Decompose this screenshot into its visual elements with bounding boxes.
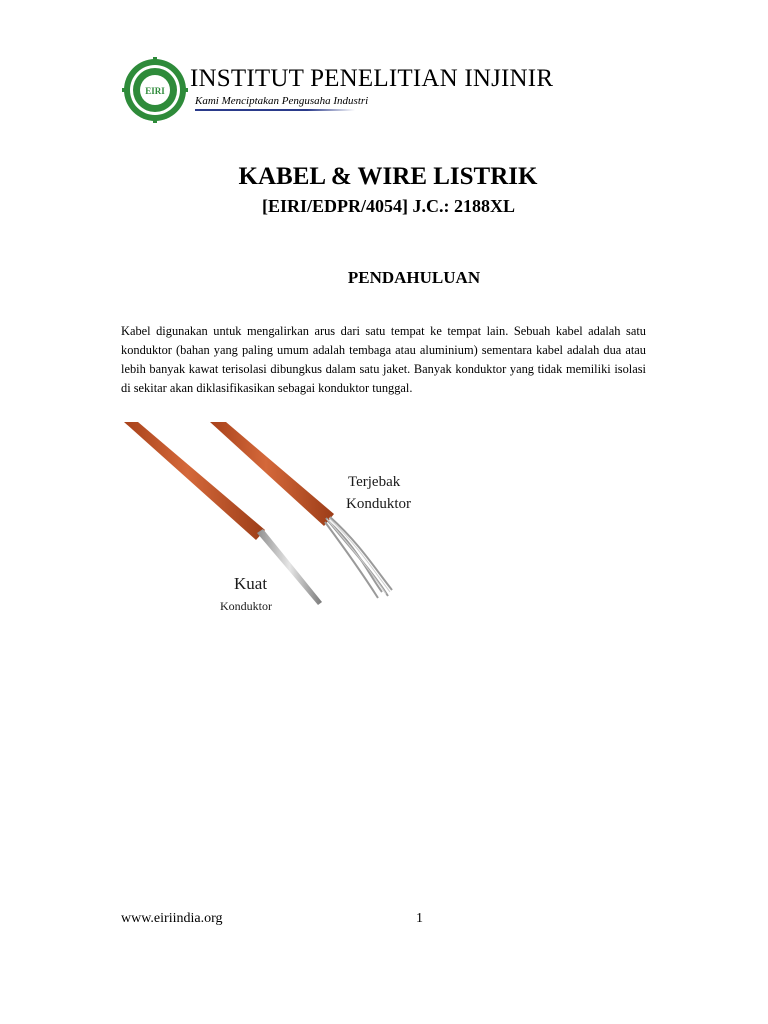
solid-label-line2: Konduktor (220, 599, 272, 613)
org-name: INSTITUT PENELITIAN INJINIR (190, 65, 554, 92)
wire-illustration (120, 418, 420, 623)
logo-text: EIRI (145, 86, 165, 96)
document-subtitle: [EIRI/EDPR/4054] J.C.: 2188XL (262, 196, 516, 216)
eiri-logo (122, 57, 188, 123)
stranded-label-line1: Terjebak (348, 474, 401, 490)
wire-figure (120, 418, 420, 623)
document-header (122, 55, 562, 130)
document-title: KABEL & WIRE LISTRIK (238, 163, 538, 190)
header-underline (195, 109, 355, 111)
solid-label-line1: Kuat (234, 574, 268, 593)
footer-url[interactable]: www.eiriindia.org (121, 911, 223, 926)
page-number: 1 (416, 911, 423, 926)
org-tagline: Kami Menciptakan Pengusaha Industri (195, 95, 369, 107)
section-heading: PENDAHULUAN (347, 268, 481, 287)
stranded-label-line2: Konduktor (346, 496, 411, 512)
solid-wire (124, 422, 322, 605)
intro-paragraph: Kabel digunakan untuk mengalirkan arus dari satu tempat ke tempat lain. Sebuah kabel adalah satu konduktor (bahan yang paling umum adalah tembaga atau aluminium) sementara kabel adalah dua atau lebih banyak kawat terisolasi dibungkus dalam satu jaket. Banyak konduktor yang tidak memiliki isolasi di sekitar akan diklasifikasikan sebagai konduktor tunggal. (121, 324, 646, 395)
